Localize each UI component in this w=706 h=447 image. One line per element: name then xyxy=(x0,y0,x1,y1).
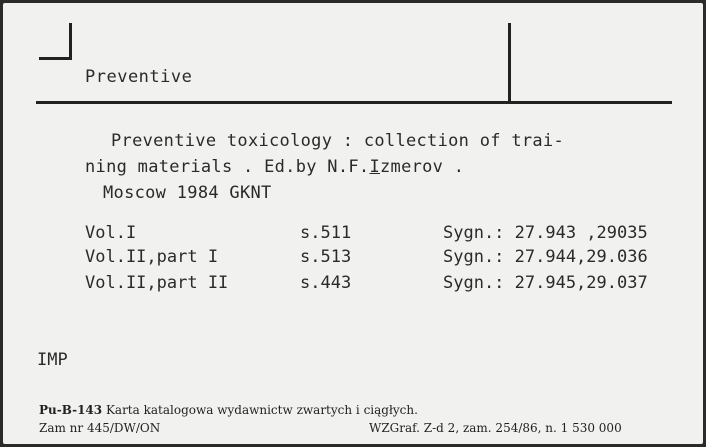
footer-form-title: Karta katalogowa wydawnictw zwartych i ciągłych. xyxy=(105,403,418,417)
volume-2-pages: s.513 xyxy=(300,247,352,267)
column-divider xyxy=(508,23,511,103)
corner-mark-vertical xyxy=(69,23,72,60)
volume-3-sygnature: Sygn.: 27.945,29.037 xyxy=(443,273,648,293)
volume-3-label: Vol.II,part II xyxy=(85,273,229,293)
imp-note: IMP xyxy=(37,350,68,370)
heading-rule xyxy=(36,101,672,104)
corner-mark-horizontal xyxy=(39,57,72,60)
description-line-1: Preventive toxicology : collection of trai- xyxy=(111,131,564,151)
footer-form-code: Pu-B-143 xyxy=(39,403,103,417)
volume-3-pages: s.443 xyxy=(300,273,352,293)
catalog-card xyxy=(3,3,703,444)
footer-printer: WZGraf. Z-d 2, zam. 254/86, n. 1 530 000 xyxy=(369,421,622,435)
description-line-2-underlined: I xyxy=(369,157,380,177)
footer-form-line xyxy=(39,403,418,417)
volume-1-label: Vol.I xyxy=(85,223,137,243)
volume-1-pages: s.511 xyxy=(300,223,352,243)
subject-heading: Preventive xyxy=(85,67,193,87)
volume-2-sygnature: Sygn.: 27.944,29.036 xyxy=(443,247,648,267)
description-line-3: Moscow 1984 GKNT xyxy=(103,183,272,203)
description-line-2-suffix: zmerov . xyxy=(380,157,465,177)
footer-order: Zam nr 445/DW/ON xyxy=(39,421,161,435)
description-line-2-prefix: ning materials . Ed.by N.F. xyxy=(85,157,370,177)
description-line-2 xyxy=(85,157,464,177)
volume-1-sygnature: Sygn.: 27.943 ,29035 xyxy=(443,223,648,243)
volume-2-label: Vol.II,part I xyxy=(85,247,219,267)
